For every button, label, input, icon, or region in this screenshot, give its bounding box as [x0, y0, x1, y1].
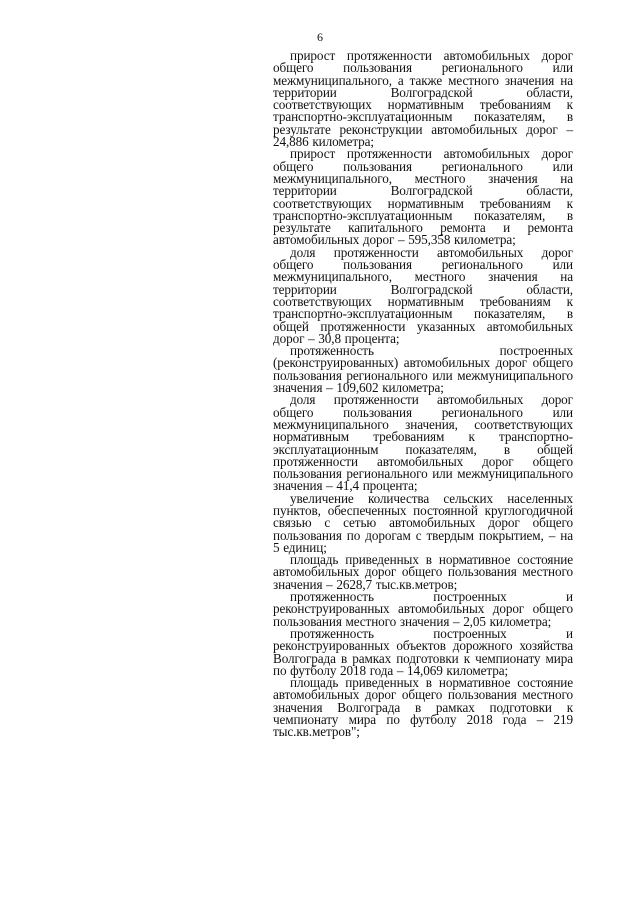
paragraph-built-roads-length: протяженность построенных (реконструированных) автомобильных дорог общего пользования регионального или межмуниципального значения – 109,602 километра;	[273, 343, 573, 396]
document-body	[273, 50, 573, 739]
paragraph-local-roads-length: протяженность построенных и реконструированных автомобильных дорог общего пользования местного значения – 2,05 километра;	[273, 589, 573, 629]
paragraph-repair-growth: прирост протяженности автомобильных дорог общего пользования регионального или межмуниципального, местного значения на территории Волгоградской области, соответствующих нормативным требованиям к транспортно-эксплуатационным показателям, в результате капитального ремонта и ремонта автомобильных дорог – 595,358 километра;	[273, 146, 573, 248]
paragraph-volgograd-area: площадь приведенных в нормативное состояние автомобильных дорог общего пользования местного значения Волгограда в рамках подготовки к чемпионату мира по футболу 2018 года – 219 тыс.кв.метров";	[273, 675, 573, 740]
paragraph-regional-roads-share: доля протяженности автомобильных дорог общего пользования регионального или межмуниципального значения, соответствующих нормативным требованиям к транспортно-эксплуатационным показателям, в общей протяженности автомобильных дорог общего пользования регионального или межмуниципального значения – 41,4 процента;	[273, 392, 573, 494]
paragraph-reconstruction-growth: прирост протяженности автомобильных дорог общего пользования регионального или межмуниципального, а также местного значения на территории Волгоградской области, соответствующих нормативным требованиям к транспортно-эксплуатационным показателям, в результате реконструкции автомобильных дорог – 24,886 километра;	[273, 48, 573, 150]
paragraph-local-roads-area: площадь приведенных в нормативное состояние автомобильных дорог общего пользования местного значения – 2628,7 тыс.кв.метров;	[273, 552, 573, 592]
paragraph-volgograd-objects: протяженность построенных и реконструированных объектов дорожного хозяйства Волгограда в рамках подготовки к чемпионату мира по футболу 2018 года – 14,069 километра;	[273, 625, 573, 678]
paragraph-compliant-roads-share: доля протяженности автомобильных дорог общего пользования регионального или межмуниципального, местного значения на территории Волгоградской области, соответствующих нормативным требованиям к транспортно-эксплуатационным показателям, в общей протяженности указанных автомобильных дорог – 30,8 процента;	[273, 244, 573, 346]
paragraph-rural-settlements: увеличение количества сельских населенных пунктов, обеспеченных постоянной круглогодичной связью с сетью автомобильных дорог общего пользования по дорогам с твердым покрытием, – на 5 единиц;	[273, 490, 573, 555]
page-number: 6	[317, 30, 323, 44]
